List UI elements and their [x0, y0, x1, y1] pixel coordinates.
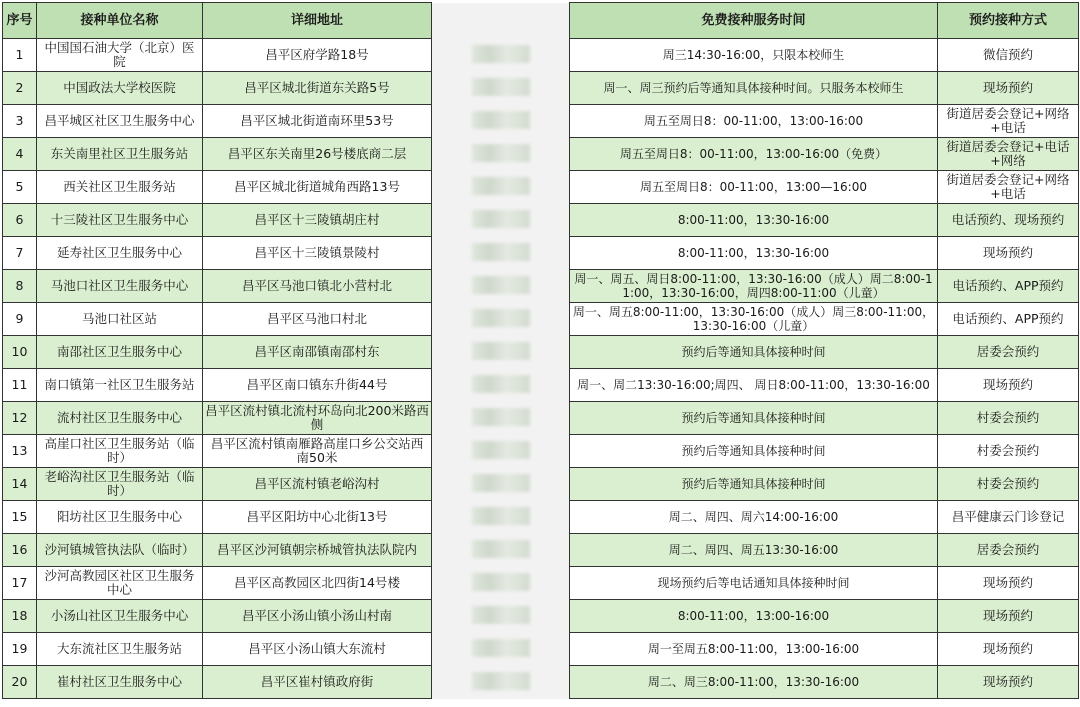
name-cell: 延寿社区卫生服务中心 [37, 237, 203, 270]
blurred-cell [432, 237, 570, 270]
address-cell: 昌平区南邵镇南邵村东 [203, 336, 432, 369]
blurred-content [472, 672, 530, 690]
name-cell: 老峪沟社区卫生服务站（临时） [37, 468, 203, 501]
time-cell: 周五至周日8：00-11:00，13:00-16:00（免费） [570, 138, 938, 171]
method-cell: 街道居委会登记+网络+电话 [938, 105, 1079, 138]
time-cell: 周二、周四、周五13:30-16:00 [570, 534, 938, 567]
time-cell: 预约后等通知具体接种时间 [570, 468, 938, 501]
method-cell: 现场预约 [938, 237, 1079, 270]
time-cell: 预约后等通知具体接种时间 [570, 402, 938, 435]
table-row [3, 72, 1079, 105]
seq-cell: 18 [3, 600, 37, 633]
name-cell: 马池口社区卫生服务中心 [37, 270, 203, 303]
table-row [3, 237, 1079, 270]
method-cell: 微信预约 [938, 39, 1079, 72]
address-cell: 昌平区城北街道城角西路13号 [203, 171, 432, 204]
header-address: 详细地址 [203, 3, 432, 39]
time-cell: 周五至周日8：00-11:00，13:00—16:00 [570, 171, 938, 204]
address-cell: 昌平区十三陵镇景陵村 [203, 237, 432, 270]
address-cell: 昌平区崔村镇政府街 [203, 666, 432, 699]
method-cell: 电话预约、APP预约 [938, 303, 1079, 336]
blurred-cell [432, 336, 570, 369]
time-cell: 周一、周五8:00-11:00，13:30-16:00（成人）周三8:00-11:00，13:30-16:00（儿童） [570, 303, 938, 336]
table-row [3, 39, 1079, 72]
blurred-content [472, 507, 530, 525]
seq-cell: 20 [3, 666, 37, 699]
seq-cell: 3 [3, 105, 37, 138]
address-cell: 昌平区马池口村北 [203, 303, 432, 336]
address-cell: 昌平区流村镇南雁路高崖口乡公交站西南50米 [203, 435, 432, 468]
method-cell: 居委会预约 [938, 534, 1079, 567]
blurred-content [472, 210, 530, 228]
time-cell: 8:00-11:00，13:30-16:00 [570, 204, 938, 237]
blurred-cell [432, 270, 570, 303]
blurred-content [472, 441, 530, 459]
name-cell: 大东流社区卫生服务站 [37, 633, 203, 666]
name-cell: 阳坊社区卫生服务中心 [37, 501, 203, 534]
table-row [3, 666, 1079, 699]
time-cell: 周一、周三预约后等通知具体接种时间。只服务本校师生 [570, 72, 938, 105]
method-cell: 现场预约 [938, 72, 1079, 105]
seq-cell: 1 [3, 39, 37, 72]
seq-cell: 14 [3, 468, 37, 501]
address-cell: 昌平区流村镇北流村环岛向北200米路西侧 [203, 402, 432, 435]
time-cell: 8:00-11:00，13:00-16:00 [570, 600, 938, 633]
name-cell: 马池口社区站 [37, 303, 203, 336]
table-row [3, 435, 1079, 468]
address-cell: 昌平区城北街道南环里53号 [203, 105, 432, 138]
method-cell: 村委会预约 [938, 468, 1079, 501]
seq-cell: 19 [3, 633, 37, 666]
blurred-content [472, 408, 530, 426]
method-cell: 电话预约、APP预约 [938, 270, 1079, 303]
address-cell: 昌平区城北街道东关路5号 [203, 72, 432, 105]
method-cell: 现场预约 [938, 666, 1079, 699]
name-cell: 沙河镇城管执法队（临时） [37, 534, 203, 567]
blurred-content [472, 144, 530, 162]
table-row [3, 204, 1079, 237]
time-cell: 周二、周三8:00-11:00，13:30-16:00 [570, 666, 938, 699]
method-cell: 街道居委会登记+网络+电话 [938, 171, 1079, 204]
seq-cell: 5 [3, 171, 37, 204]
address-cell: 昌平区高教园区北四街14号楼 [203, 567, 432, 600]
method-cell: 现场预约 [938, 633, 1079, 666]
blurred-cell [432, 402, 570, 435]
seq-cell: 17 [3, 567, 37, 600]
name-cell: 流村社区卫生服务中心 [37, 402, 203, 435]
seq-cell: 8 [3, 270, 37, 303]
blurred-content [472, 639, 530, 657]
seq-cell: 13 [3, 435, 37, 468]
blurred-cell [432, 435, 570, 468]
seq-cell: 11 [3, 369, 37, 402]
table-row [3, 501, 1079, 534]
blurred-cell [432, 72, 570, 105]
blurred-content [472, 309, 530, 327]
blurred-content [472, 243, 530, 261]
method-cell: 昌平健康云门诊登记 [938, 501, 1079, 534]
method-cell: 现场预约 [938, 369, 1079, 402]
name-cell: 小汤山社区卫生服务中心 [37, 600, 203, 633]
header-seq: 序号 [3, 3, 37, 39]
header-blurred [432, 3, 570, 39]
time-cell: 周五至周日8：00-11:00，13:00-16:00 [570, 105, 938, 138]
table-row [3, 270, 1079, 303]
blurred-content [472, 177, 530, 195]
seq-cell: 16 [3, 534, 37, 567]
blurred-cell [432, 369, 570, 402]
address-cell: 昌平区南口镇东升街44号 [203, 369, 432, 402]
blurred-cell [432, 204, 570, 237]
header-name: 接种单位名称 [37, 3, 203, 39]
seq-cell: 7 [3, 237, 37, 270]
address-cell: 昌平区马池口镇北小营村北 [203, 270, 432, 303]
method-cell: 居委会预约 [938, 336, 1079, 369]
method-cell: 现场预约 [938, 600, 1079, 633]
seq-cell: 10 [3, 336, 37, 369]
table-row [3, 600, 1079, 633]
name-cell: 昌平城区社区卫生服务中心 [37, 105, 203, 138]
blurred-cell [432, 105, 570, 138]
name-cell: 南口镇第一社区卫生服务站 [37, 369, 203, 402]
table-row [3, 138, 1079, 171]
name-cell: 中国国石油大学（北京）医院 [37, 39, 203, 72]
blurred-cell [432, 633, 570, 666]
table-row [3, 633, 1079, 666]
blurred-cell [432, 138, 570, 171]
blurred-content [472, 111, 530, 129]
time-cell: 周一、周二13:30-16:00;周四、 周日8:00-11:00，13:30-16:00 [570, 369, 938, 402]
address-cell: 昌平区沙河镇朝宗桥城管执法队院内 [203, 534, 432, 567]
time-cell: 周一至周五8:00-11:00，13:00-16:00 [570, 633, 938, 666]
method-cell: 村委会预约 [938, 435, 1079, 468]
blurred-content [472, 375, 530, 393]
name-cell: 南邵社区卫生服务中心 [37, 336, 203, 369]
blurred-content [472, 540, 530, 558]
method-cell: 村委会预约 [938, 402, 1079, 435]
time-cell: 预约后等通知具体接种时间 [570, 435, 938, 468]
blurred-cell [432, 666, 570, 699]
time-cell: 周三14:30-16:00，只限本校师生 [570, 39, 938, 72]
blurred-cell [432, 501, 570, 534]
name-cell: 十三陵社区卫生服务中心 [37, 204, 203, 237]
name-cell: 中国政法大学校医院 [37, 72, 203, 105]
table-row [3, 336, 1079, 369]
table-row [3, 534, 1079, 567]
seq-cell: 9 [3, 303, 37, 336]
address-cell: 昌平区小汤山镇小汤山村南 [203, 600, 432, 633]
blurred-content [472, 606, 530, 624]
table-row [3, 303, 1079, 336]
table-row [3, 171, 1079, 204]
header-row [3, 3, 1079, 39]
method-cell: 电话预约、现场预约 [938, 204, 1079, 237]
blurred-cell [432, 39, 570, 72]
blurred-content [472, 45, 530, 63]
blurred-cell [432, 600, 570, 633]
address-cell: 昌平区小汤山镇大东流村 [203, 633, 432, 666]
header-method: 预约接种方式 [938, 3, 1079, 39]
address-cell: 昌平区东关南里26号楼底商二层 [203, 138, 432, 171]
name-cell: 崔村社区卫生服务中心 [37, 666, 203, 699]
vaccination-schedule-table [2, 2, 1079, 699]
seq-cell: 15 [3, 501, 37, 534]
time-cell: 周一、周五、周日8:00-11:00，13:30-16:00（成人）周二8:00-11:00，13:30-16:00，周四8:00-11:00（儿童） [570, 270, 938, 303]
time-cell: 周二、周四、周六14:00-16:00 [570, 501, 938, 534]
blurred-content [472, 78, 530, 96]
table-row [3, 468, 1079, 501]
address-cell: 昌平区阳坊中心北街13号 [203, 501, 432, 534]
time-cell: 现场预约后等电话通知具体接种时间 [570, 567, 938, 600]
table-row [3, 402, 1079, 435]
blurred-cell [432, 468, 570, 501]
seq-cell: 4 [3, 138, 37, 171]
name-cell: 沙河高教园区社区卫生服务中心 [37, 567, 203, 600]
time-cell: 预约后等通知具体接种时间 [570, 336, 938, 369]
seq-cell: 12 [3, 402, 37, 435]
name-cell: 高崖口社区卫生服务站（临时） [37, 435, 203, 468]
header-time: 免费接种服务时间 [570, 3, 938, 39]
blurred-content [472, 573, 530, 591]
table-row [3, 567, 1079, 600]
address-cell: 昌平区十三陵镇胡庄村 [203, 204, 432, 237]
method-cell: 街道居委会登记+电话+网络 [938, 138, 1079, 171]
blurred-content [472, 276, 530, 294]
name-cell: 东关南里社区卫生服务站 [37, 138, 203, 171]
blurred-content [472, 474, 530, 492]
seq-cell: 6 [3, 204, 37, 237]
name-cell: 西关社区卫生服务站 [37, 171, 203, 204]
table-row [3, 105, 1079, 138]
method-cell: 现场预约 [938, 567, 1079, 600]
address-cell: 昌平区府学路18号 [203, 39, 432, 72]
time-cell: 8:00-11:00，13:30-16:00 [570, 237, 938, 270]
blurred-cell [432, 171, 570, 204]
blurred-cell [432, 303, 570, 336]
table-row [3, 369, 1079, 402]
address-cell: 昌平区流村镇老峪沟村 [203, 468, 432, 501]
blurred-cell [432, 567, 570, 600]
blurred-cell [432, 534, 570, 567]
seq-cell: 2 [3, 72, 37, 105]
blurred-content [472, 342, 530, 360]
